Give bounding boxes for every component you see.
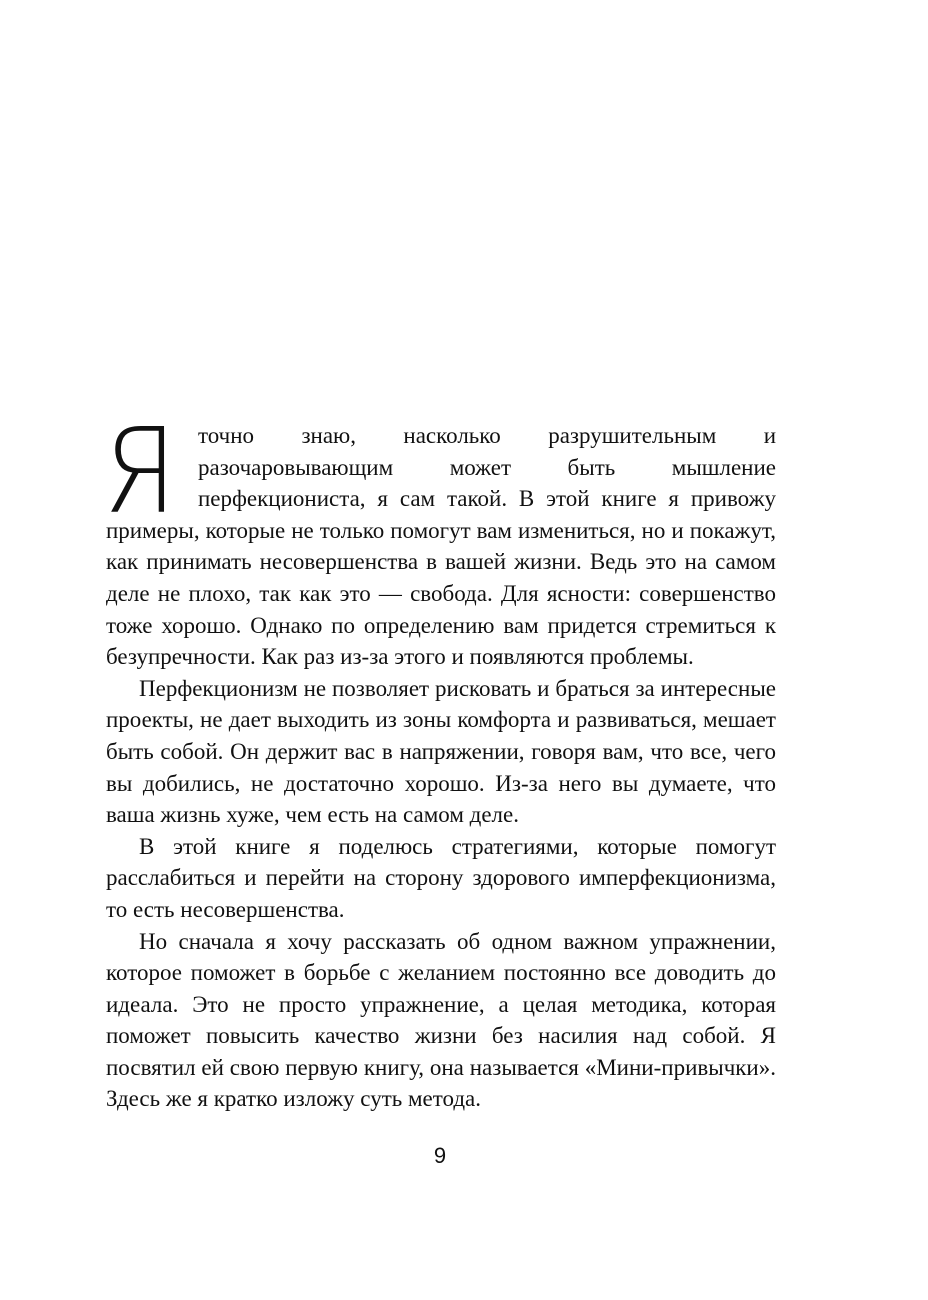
body-text bbox=[102, 402, 776, 1115]
paragraph-2: Перфекционизм не позволяет рисковать и браться за интересные проекты, не дает выходить из зоны комфорта и развиваться, мешает быть собой. Он держит вас в напряжении, говоря вам, что все, чего вы добились, не достаточно хорошо. Из-за него вы думаете, что ваша жизнь хуже, чем есть на самом деле. bbox=[106, 675, 776, 828]
paragraph-4: Но сначала я хочу рассказать об одном важном упражнении, которое поможет в борьбе с желанием постоянно все доводить до идеала. Это не просто упражнение, а целая методика, которая поможет повысить качество жизни без насилия над собой. Я посвятил ей свою первую книгу, она называется «Мини-привычки». Здесь же я кратко изложу суть метода. bbox=[106, 928, 776, 1112]
page-number: 9 bbox=[433, 1143, 447, 1168]
paragraph-1-text: точно знаю, насколько разрушительным и разочаровывающим может быть мышление перфекциониста, я сам такой. В этой книге я привожу примеры, которые не только помогут вам измениться, но и покажут, как принимать несовершенства в вашей жизни. Ведь это на самом деле не плохо, так как это — свобода. Для ясности: совершенство тоже хорошо. Однако по определению вам придется стремиться к безупречности. Как раз из-за этого и появляются проблемы. bbox=[106, 423, 776, 670]
paragraph-1 bbox=[102, 402, 776, 673]
paragraph-3: В этой книге я поделюсь стратегиями, которые помогут расслабиться и перейти на сторону здорового имперфекционизма, то есть несовершенства. bbox=[106, 833, 776, 922]
drop-cap: Я bbox=[102, 402, 178, 540]
